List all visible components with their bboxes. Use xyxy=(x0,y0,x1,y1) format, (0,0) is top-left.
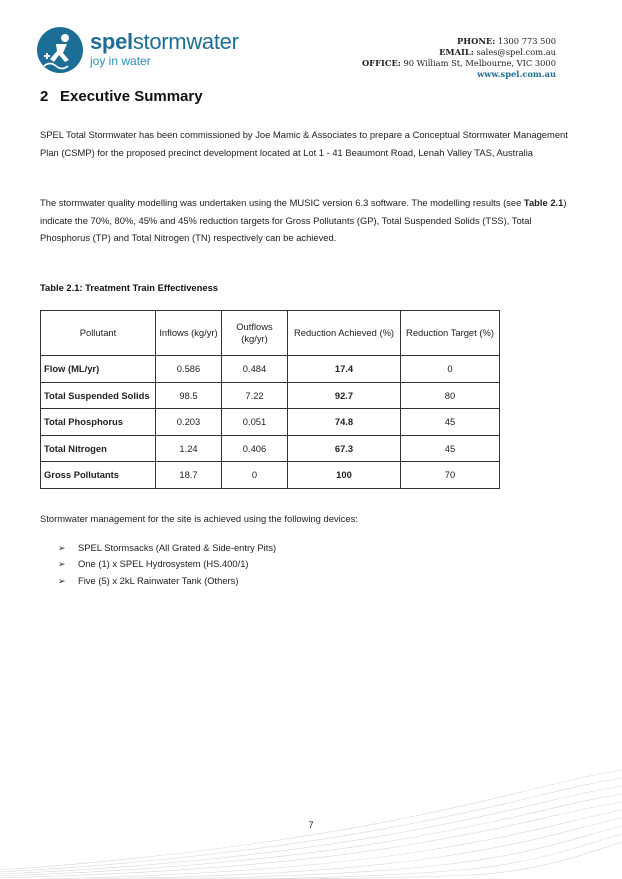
reduction-achieved-cell: 92.7 xyxy=(288,382,401,409)
reduction-target-cell: 45 xyxy=(401,435,500,462)
modelling-paragraph: The stormwater quality modelling was undertaken using the MUSIC version 6.3 software. The modelling results (see Table 2.1) indicate the 70%, 80%, 45% and 45% reduction targets for Gross Pollutants (GP), Total Suspended Solids (TSS), Total Phosphorus (TP) and Total Nitrogen (TN) respectively can be achieved. xyxy=(40,197,567,243)
devices-list xyxy=(58,540,276,589)
treatment-train-table xyxy=(40,310,500,489)
contact-email: EMAIL: sales@spel.com.au xyxy=(439,47,556,57)
table-header-cell: Pollutant xyxy=(41,311,156,356)
reduction-achieved-cell: 74.8 xyxy=(288,409,401,436)
list-item: ➢ SPEL Stormsacks (All Grated & Side-entry Pits) xyxy=(58,540,276,556)
table-row xyxy=(41,382,500,409)
reduction-achieved-cell: 17.4 xyxy=(288,356,401,383)
table-caption: Table 2.1: Treatment Train Effectiveness xyxy=(40,282,219,293)
devices-intro: Stormwater management for the site is achieved using the following devices: xyxy=(40,513,358,524)
arrow-bullet-icon: ➢ xyxy=(58,559,66,570)
inflow-cell: 0.203 xyxy=(156,409,222,436)
reduction-target-cell: 70 xyxy=(401,462,500,489)
arrow-bullet-icon: ➢ xyxy=(58,575,66,586)
reduction-achieved-cell: 100 xyxy=(288,462,401,489)
list-item: ➢ Five (5) x 2kL Rainwater Tank (Others) xyxy=(58,573,276,589)
table-header-row xyxy=(41,311,500,356)
table-header-cell: Inflows (kg/yr) xyxy=(156,311,222,356)
reduction-target-cell: 0 xyxy=(401,356,500,383)
table-row xyxy=(41,462,500,489)
company-logo xyxy=(36,26,239,78)
table-row xyxy=(41,409,500,436)
outflow-cell: 0.484 xyxy=(222,356,288,383)
page-number: 7 xyxy=(308,819,314,830)
arrow-bullet-icon: ➢ xyxy=(58,543,66,553)
table-header-cell: Reduction Target (%) xyxy=(401,311,500,356)
pollutant-cell: Total Phosphorus xyxy=(41,409,156,436)
reduction-target-cell: 45 xyxy=(401,409,500,436)
inflow-cell: 1.24 xyxy=(156,435,222,462)
logo-wordmark: spelstormwater xyxy=(90,29,239,54)
table-reference: Table 2.1 xyxy=(523,197,564,208)
outflow-cell: 7.22 xyxy=(222,382,288,409)
contact-website-link[interactable]: www.spel.com.au xyxy=(477,69,556,79)
table-header-cell: Reduction Achieved (%) xyxy=(288,311,401,356)
intro-paragraph: SPEL Total Stormwater has been commissioned by Joe Mamic & Associates to prepare a Conceptual Stormwater Management Plan (CSMP) for the proposed precinct development located at Lot 1 - 41 Beaumont Road, Lenah Valley TAS, Australia xyxy=(40,129,568,158)
reduction-target-cell: 80 xyxy=(401,382,500,409)
contact-phone: PHONE: 1300 773 500 xyxy=(457,36,556,46)
pollutant-cell: Flow (ML/yr) xyxy=(41,356,156,383)
reduction-achieved-cell: 67.3 xyxy=(288,435,401,462)
table-row xyxy=(41,356,500,383)
inflow-cell: 18.7 xyxy=(156,462,222,489)
table-header-cell: Outflows (kg/yr) xyxy=(222,311,288,356)
inflow-cell: 98.5 xyxy=(156,382,222,409)
logo-tagline: joy in water xyxy=(90,54,151,68)
outflow-cell: 0.406 xyxy=(222,435,288,462)
pollutant-cell: Total Suspended Solids xyxy=(41,382,156,409)
pollutant-cell: Gross Pollutants xyxy=(41,462,156,489)
contact-info xyxy=(362,36,556,80)
spel-logo-icon xyxy=(36,26,84,74)
outflow-cell: 0 xyxy=(222,462,288,489)
inflow-cell: 0.586 xyxy=(156,356,222,383)
list-item: ➢ One (1) x SPEL Hydrosystem (HS.400/1) xyxy=(58,556,276,572)
section-heading: 2 Executive Summary xyxy=(40,88,203,105)
contact-office: OFFICE: 90 William St, Melbourne, VIC 3000 xyxy=(361,58,556,68)
pollutant-cell: Total Nitrogen xyxy=(41,435,156,462)
outflow-cell: 0.051 xyxy=(222,409,288,436)
table-row xyxy=(41,435,500,462)
